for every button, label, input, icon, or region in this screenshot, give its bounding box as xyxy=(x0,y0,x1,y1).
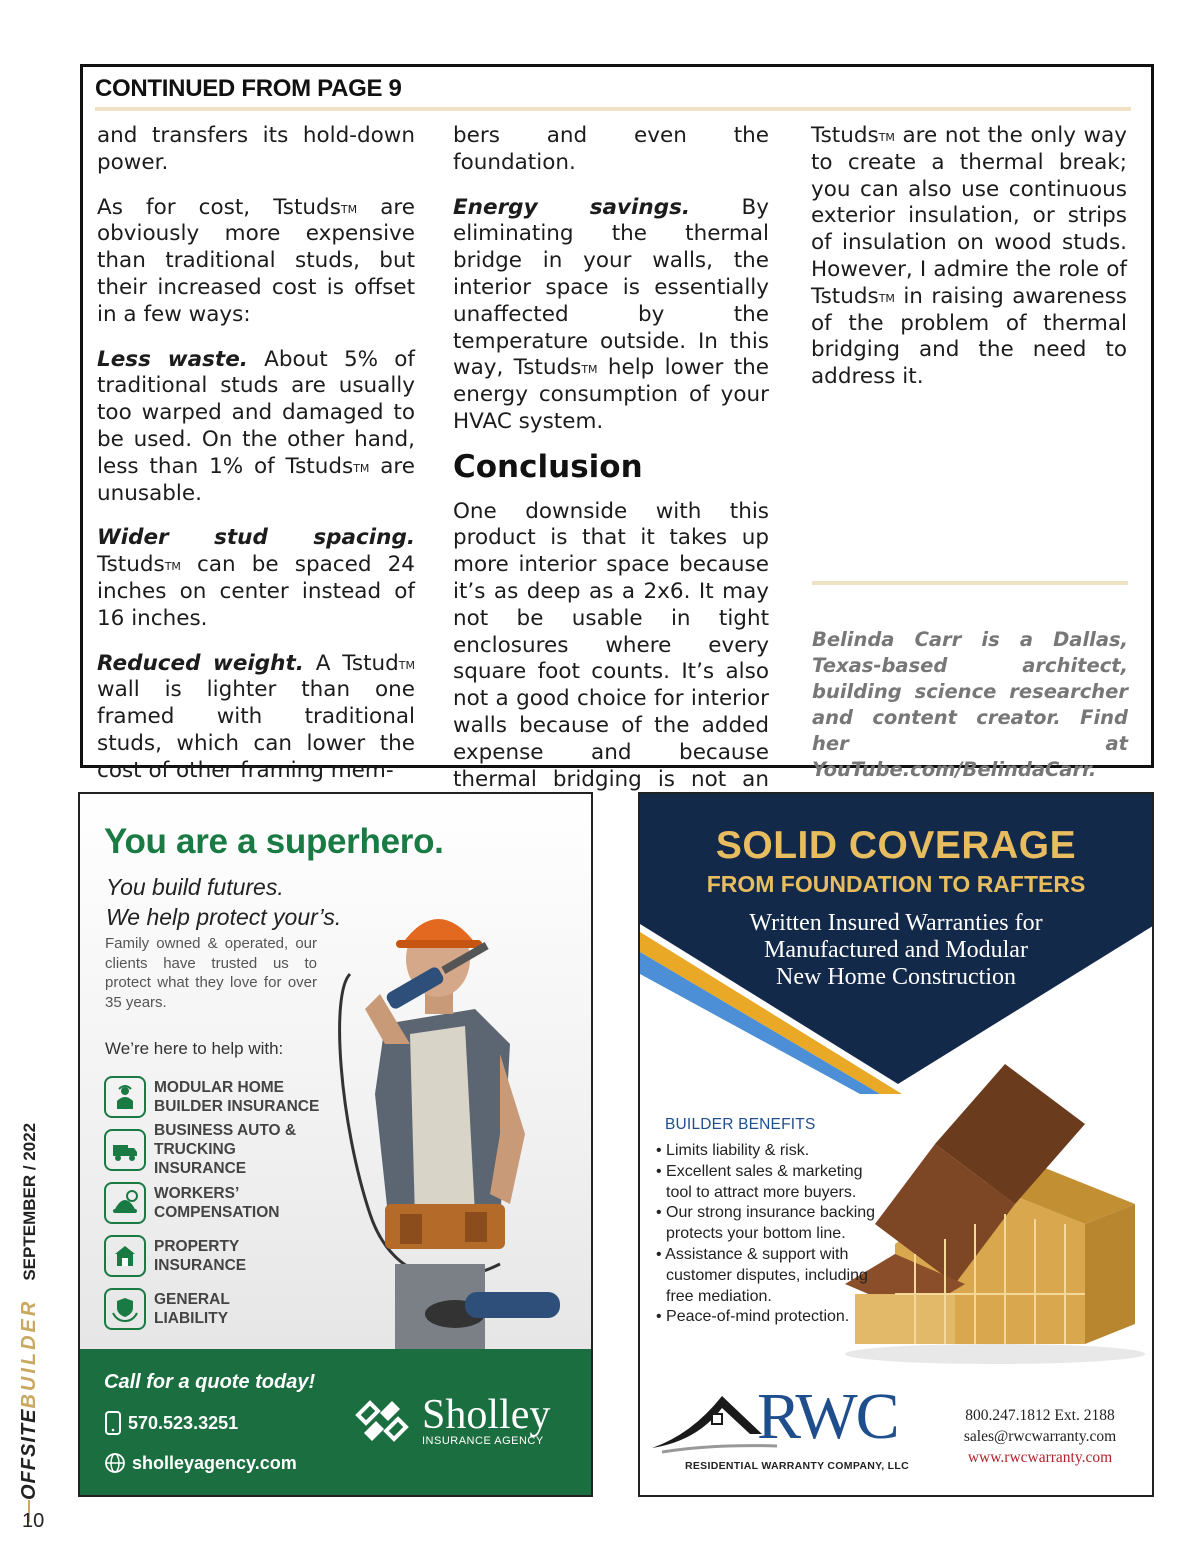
article-column-3 xyxy=(811,123,1127,409)
gold-rule-bio xyxy=(812,581,1128,585)
article-column-2 xyxy=(453,123,769,838)
paragraph-wider-spacing: Wider stud spacing. Tstuds™ can be spaced 24 inches on center instead of 16 inches. xyxy=(97,525,415,631)
rwc-company-name: RESIDENTIAL WARRANTY COMPANY, LLC xyxy=(685,1460,909,1472)
rwc-benefits-list xyxy=(656,1141,892,1328)
author-bio: Belinda Carr is a Dallas, Texas-based architect, building science researcher and content creator. Find her at YouTube.com/BelindaCarr. xyxy=(812,628,1128,781)
paragraph: and transfers its hold-down power. xyxy=(97,123,415,175)
list-item: • Our strong insurance backing protects your bottom line. xyxy=(656,1204,876,1243)
service-item-property: PROPERTY INSURANCE xyxy=(104,1229,324,1282)
gold-rule-top xyxy=(95,107,1131,111)
sholley-brand-name: Sholley xyxy=(422,1392,551,1438)
truck-icon xyxy=(104,1129,146,1171)
issue-date: SEPTEMBER / 2022 xyxy=(20,1122,39,1281)
magazine-sidebar xyxy=(14,1110,44,1500)
rwc-contact xyxy=(940,1405,1140,1468)
building-icon xyxy=(104,1235,146,1277)
service-item-business-auto: BUSINESS AUTO & TRUCKING INSURANCE xyxy=(104,1123,324,1176)
paragraph: Tstuds™ are not the only way to create a thermal break; you can also use continuous exterior insulation, or strips of insulation on wood studs. However, I admire the role of Tstuds™ in raising awareness of the problem of thermal bridging and the need to address it. xyxy=(811,123,1127,390)
rwc-subtitle: FROM FOUNDATION TO RAFTERS xyxy=(706,871,1086,897)
sholley-website[interactable]: sholleyagency.com xyxy=(104,1452,297,1474)
continued-heading: CONTINUED FROM PAGE 9 xyxy=(95,75,402,102)
rwc-email[interactable]: sales@rwcwarranty.com xyxy=(963,1428,1117,1445)
sholley-footer xyxy=(80,1349,593,1497)
sholley-advertisement[interactable] xyxy=(78,792,593,1497)
magazine-name-builder: BUILDER xyxy=(18,1298,40,1409)
paragraph-energy-savings: Energy savings. By eliminating the thermal bridge in your walls, the interior space is essentially unaffected by the temperature outside. In this way, Tstuds™ help lower the energy consumption of your HVAC system. xyxy=(453,194,770,434)
paragraph: As for cost, Tstuds™ are obviously more expensive than traditional studs, but their increased cost is offset in a few ways: xyxy=(97,194,415,327)
rwc-benefits-title: BUILDER BENEFITS xyxy=(665,1116,816,1133)
rwc-advertisement[interactable] xyxy=(638,792,1154,1497)
paragraph: bers and even the foundation. xyxy=(453,123,769,175)
rwc-website[interactable]: www.rwcwarranty.com xyxy=(967,1449,1113,1466)
article-column-1 xyxy=(97,123,415,803)
sholley-logo xyxy=(350,1389,550,1453)
sholley-cta: Call for a quote today! xyxy=(104,1371,316,1393)
sholley-subheadline: You build futures. We help protect your’s. xyxy=(106,874,342,930)
paragraph-conclusion: One downside with this product is that it takes up more interior space because it’s as deep as a 2x6. It may not be usable in tight enclosures where every square foot counts. It’s also not a good choice for interior walls because of the added expense and because thermal bridging is not an xyxy=(453,498,769,792)
paragraph-reduced-weight: Reduced weight. A Tstud™ wall is lighter than one framed with traditional studs, which can lower the cost of other framing mem- xyxy=(97,650,415,783)
sholley-help-label: We’re here to help with: xyxy=(105,1039,284,1058)
sholley-body-text: Family owned & operated, our clients have trusted us to protect what they love for over 35 years. xyxy=(105,935,317,1011)
rwc-logo-text: RWC xyxy=(757,1380,898,1453)
globe-icon xyxy=(104,1452,126,1474)
magazine-name-offsite: OFFSITE xyxy=(18,1408,40,1500)
sholley-logo-mark-icon xyxy=(350,1389,414,1453)
rwc-description: Written Insured Warranties for Manufactured and Modular New Home Construction xyxy=(749,910,1043,990)
sholley-phone[interactable]: 570.523.3251 xyxy=(104,1411,238,1435)
service-item-general-liability: GENERAL LIABILITY xyxy=(104,1282,324,1335)
list-item: • Assistance & support with customer disputes, including free mediation. xyxy=(656,1245,868,1305)
sholley-services-list xyxy=(104,1070,324,1335)
service-item-modular-home: MODULAR HOME BUILDER INSURANCE xyxy=(104,1070,324,1123)
shield-hands-icon xyxy=(104,1288,146,1330)
list-item: • Peace-of-mind protection. xyxy=(656,1308,850,1326)
rwc-phone[interactable]: 800.247.1812 Ext. 2188 xyxy=(965,1407,1115,1424)
list-item: • Limits liability & risk. xyxy=(656,1142,810,1159)
conclusion-heading: Conclusion xyxy=(453,448,643,485)
paragraph-less-waste: Less waste. About 5% of traditional studs are usually too warped and damaged to be used. On the other hand, less than 1% of Tstuds™ are unusable. xyxy=(97,346,416,506)
rwc-title: SOLID COVERAGE xyxy=(715,824,1077,867)
phone-icon xyxy=(104,1411,122,1435)
list-item: • Excellent sales & marketing tool to attract more buyers. xyxy=(656,1162,863,1201)
sholley-brand-tag: INSURANCE AGENCY xyxy=(422,1435,544,1447)
service-item-workers-comp: WORKERS’ COMPENSATION xyxy=(104,1176,324,1229)
builder-icon xyxy=(104,1076,146,1118)
hardhat-icon xyxy=(104,1182,146,1224)
sholley-headline: You are a superhero. xyxy=(104,822,444,861)
rwc-logo xyxy=(652,1374,952,1484)
article-box xyxy=(80,64,1154,792)
page-number: 10 xyxy=(22,1510,45,1532)
